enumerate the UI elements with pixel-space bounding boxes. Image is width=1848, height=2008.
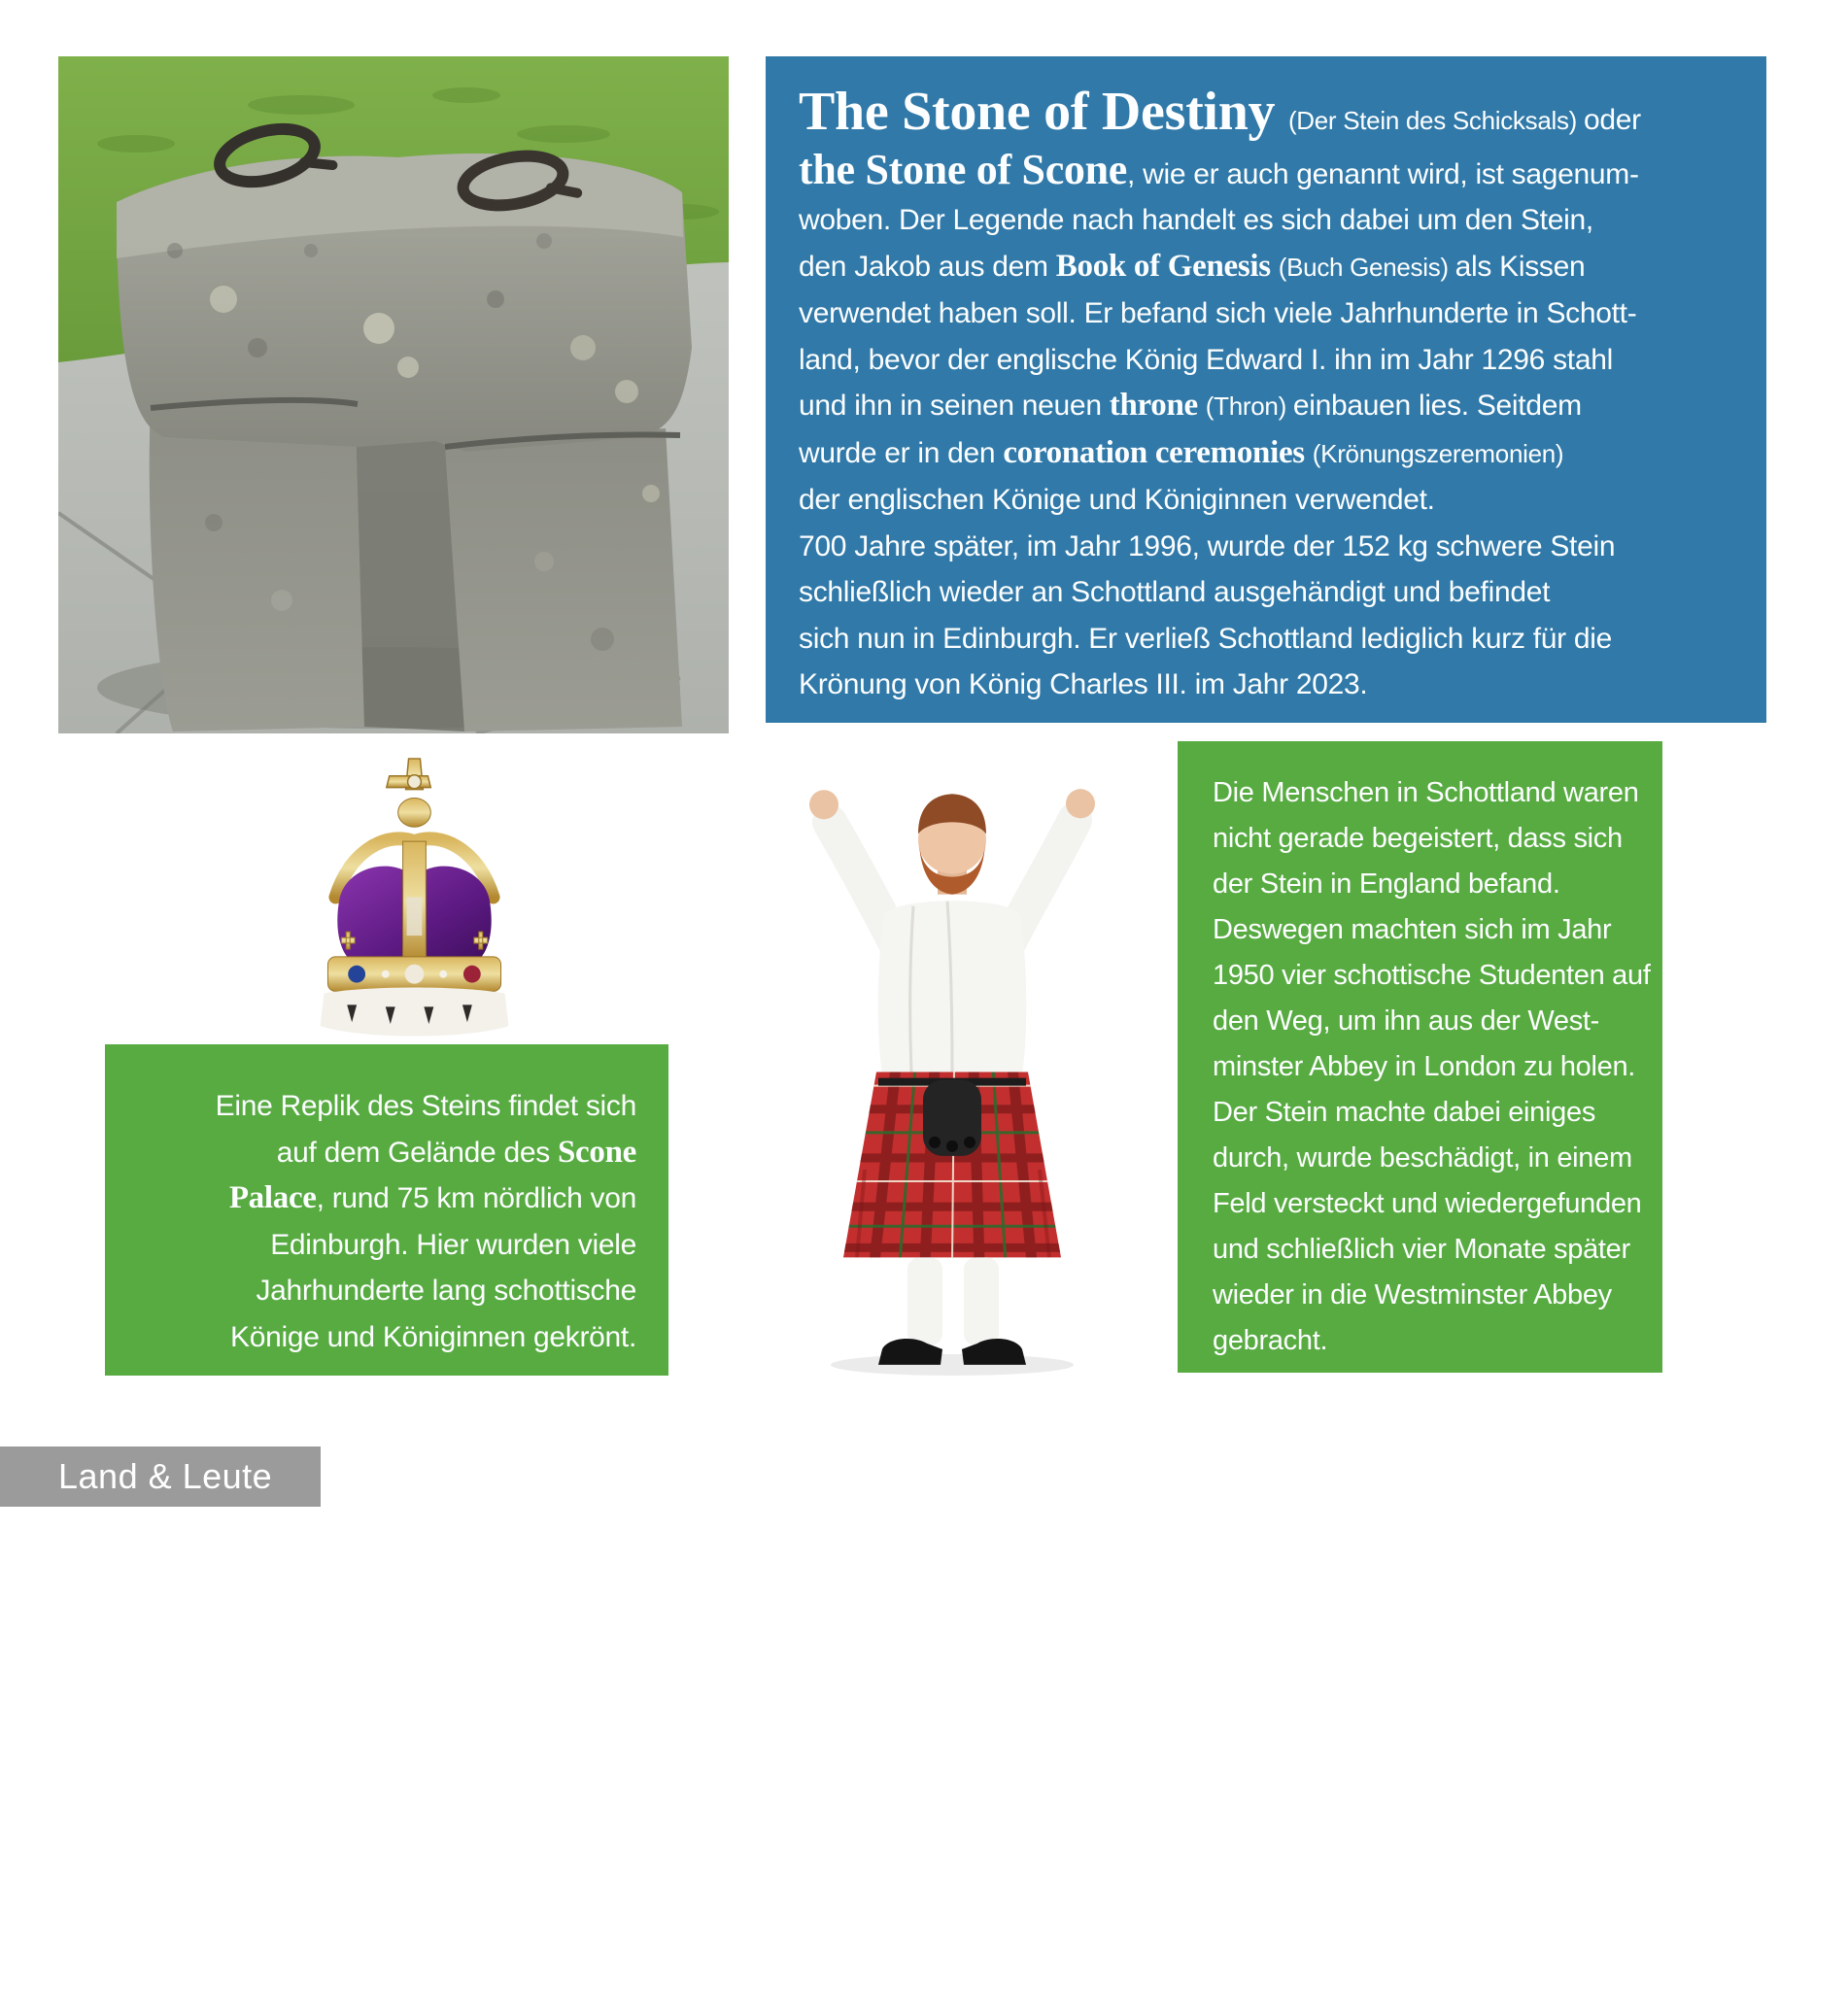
- text-line: durch, wurde beschädigt, in einem: [1213, 1142, 1632, 1174]
- text-line: der englischen Könige und Königinnen verwendet.: [799, 484, 1435, 516]
- text-line: wurde er in den coronation ceremonies (Krönungszeremonien): [799, 434, 1564, 470]
- text-line: schließlich wieder an Schottland ausgehändigt und befindet: [799, 576, 1551, 608]
- text-line: nicht gerade begeistert, dass sich: [1213, 823, 1623, 854]
- right-sock: [964, 1257, 999, 1344]
- crown-cross: [387, 759, 431, 790]
- right-hand: [1066, 789, 1095, 818]
- text-line: Könige und Königinnen gekrönt.: [229, 1320, 636, 1353]
- text-line: Deswegen machten sich im Jahr: [1213, 914, 1612, 945]
- text-line: the Stone of Scone, wie er auch genannt wird, ist sagenum-: [799, 145, 1639, 193]
- stone-right-leg: [445, 428, 682, 732]
- text-line: Die Menschen in Schottland waren: [1213, 777, 1639, 808]
- story-box-students: [1178, 741, 1662, 1373]
- crown-column-jewel: [407, 898, 423, 936]
- crown-monde: [398, 799, 431, 828]
- text-line: woben. Der Legende nach handelt es sich dabei um den Stein,: [799, 204, 1593, 236]
- text-line: land, bevor der englische König Edward I. ihn im Jahr 1296 stahl: [799, 343, 1613, 376]
- kilted-man-illustration: [768, 750, 1137, 1379]
- info-box-stone-of-destiny: [766, 56, 1766, 723]
- kilted-man-image: [768, 750, 1137, 1379]
- caption-box-scone-palace: [105, 1044, 668, 1376]
- text-line: Feld versteckt und wiedergefunden: [1213, 1188, 1642, 1219]
- text-line: den Jakob aus dem Book of Genesis (Buch Genesis) als Kissen: [799, 248, 1586, 284]
- floor-shadow: [831, 1354, 1074, 1376]
- text-line: Eine Replik des Steins findet sich: [215, 1090, 636, 1122]
- left-sock: [907, 1257, 942, 1344]
- text-line: 700 Jahre später, im Jahr 1996, wurde der 152 kg schwere Stein: [799, 529, 1616, 562]
- text-line: den Weg, um ihn aus der West-: [1213, 1005, 1600, 1037]
- text-line: gebracht.: [1213, 1325, 1328, 1356]
- text-line: The Stone of Destiny (Der Stein des Schicksals) oder: [799, 82, 1641, 142]
- text-line: wieder in die Westminster Abbey: [1213, 1279, 1612, 1310]
- text-line: Palace, rund 75 km nördlich von: [228, 1180, 636, 1215]
- footer-category-tab: [0, 1446, 321, 1507]
- text-line: der Stein in England befand.: [1213, 868, 1560, 900]
- crown-ermine-base: [321, 988, 509, 1037]
- text-line: 1950 vier schottische Studenten auf: [1213, 960, 1651, 991]
- footer-category-label: Land & Leute: [58, 1456, 273, 1496]
- crown-illustration: [280, 753, 549, 1041]
- text-line: Der Stein machte dabei einiges: [1213, 1097, 1596, 1128]
- text-line: verwendet haben soll. Er befand sich viele Jahrhunderte in Schott-: [799, 297, 1637, 329]
- text-line: Jahrhunderte lang schottische: [256, 1275, 636, 1307]
- text-line: und ihn in seinen neuen throne (Thron) einbauen lies. Seitdem: [799, 388, 1582, 423]
- text-line: sich nun in Edinburgh. Er verließ Schottland lediglich kurz für die: [799, 622, 1613, 655]
- st-edwards-crown-image: [280, 753, 549, 1041]
- stone-of-scone-photo: [58, 56, 729, 733]
- stone-photo-illustration: [58, 56, 729, 733]
- text-line: und schließlich vier Monate später: [1213, 1234, 1630, 1265]
- left-hand: [809, 790, 838, 819]
- text-line: Krönung von König Charles III. im Jahr 2023.: [799, 668, 1368, 700]
- text-line: Edinburgh. Hier wurden viele: [270, 1228, 636, 1261]
- text-line: auf dem Gelände des Scone: [276, 1134, 636, 1170]
- text-line: minster Abbey in London zu holen.: [1213, 1051, 1636, 1082]
